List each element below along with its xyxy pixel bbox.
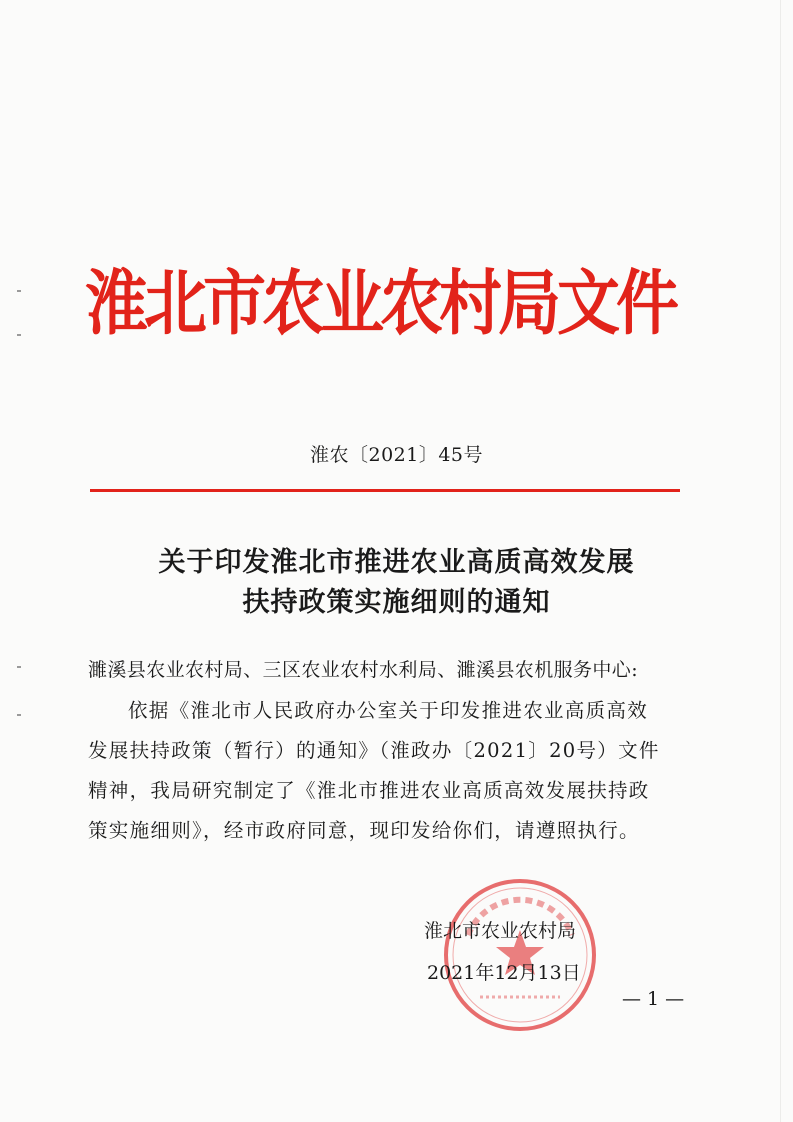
margin-mark — [17, 334, 21, 336]
body-line-4: 策实施细则》，经市政府同意，现印发给你们，请遵照执行。 — [88, 819, 640, 842]
margin-mark — [17, 666, 21, 668]
issuer-name: 淮北市农业农村局 — [424, 920, 577, 942]
official-seal-stamp — [440, 875, 600, 1035]
body-line-3: 精神，我局研究制定了《淮北市推进农业高质高效发展扶持政 — [88, 779, 650, 802]
notice-title-line-1: 关于印发淮北市推进农业高质高效发展 — [158, 547, 635, 578]
document-number: 淮农〔2021〕45号 — [309, 444, 484, 466]
red-divider-line — [90, 489, 680, 492]
body-line-2: 发展扶持政策（暂行）的通知》（淮政办〔2021〕20号）文件 — [88, 739, 660, 762]
recipients-line: 濉溪县农业农村局、三区农业农村水利局、濉溪县农机服务中心: — [88, 659, 639, 681]
margin-mark — [17, 290, 21, 292]
document-header-title: 淮北市农业农村局文件 — [85, 261, 675, 345]
issue-date: 2021年12月13日 — [427, 962, 581, 984]
body-line-1: 依据《淮北市人民政府办公室关于印发推进农业高质高效 — [128, 699, 649, 722]
margin-mark — [17, 714, 21, 716]
page-number: — 1 — — [622, 988, 685, 1010]
notice-title-line-2: 扶持政策实施细则的通知 — [242, 587, 551, 618]
